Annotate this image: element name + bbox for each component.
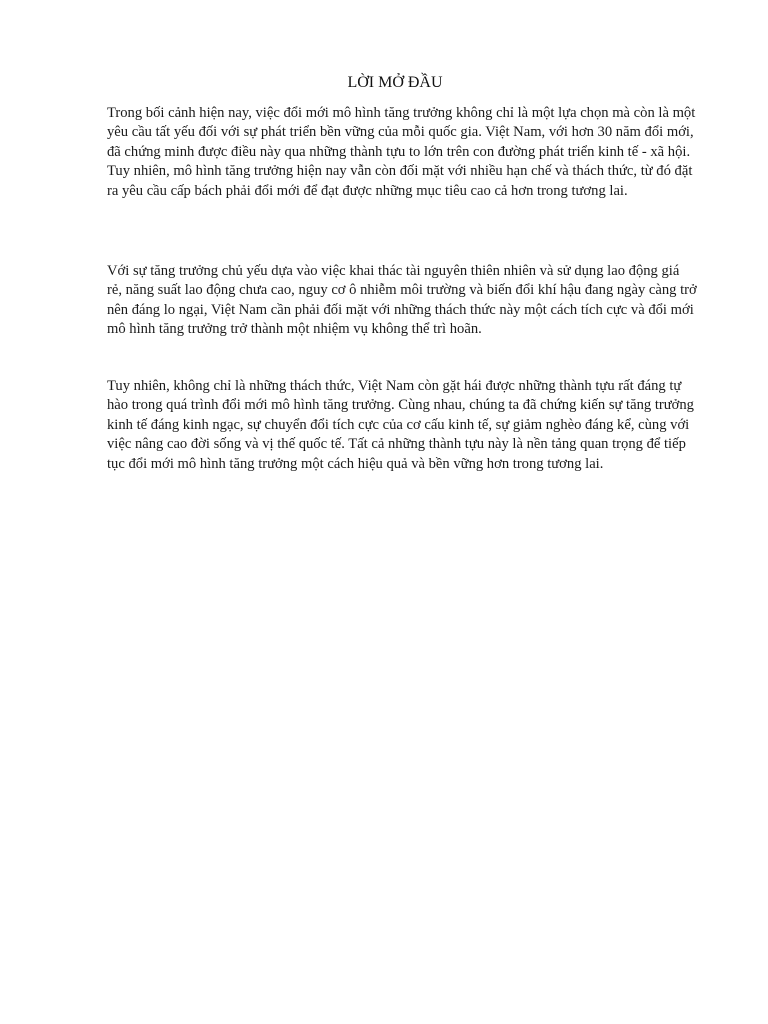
- document-title: LỜI MỞ ĐẦU: [347, 74, 443, 91]
- paragraph-2: Với sự tăng trưởng chủ yếu dựa vào việc khai thác tài nguyên thiên nhiên và sử dụng lao động giá rẻ, năng suất lao động chưa cao, nguy cơ ô nhiễm môi trường và biến đổi khí hậu đang ngày càng trở nên đáng lo ngại, Việt Nam cần phải đối mặt với những thách thức này một cách tích cực và đổi mới mô hình tăng trưởng trở thành một nhiệm vụ không thể trì hoãn.: [107, 263, 697, 338]
- paragraph-1: Trong bối cảnh hiện nay, việc đổi mới mô hình tăng trưởng không chỉ là một lựa chọn mà còn là một yêu cầu tất yếu đối với sự phát triển bền vững của mỗi quốc gia. Việt Nam, với hơn 30 năm đổi mới, đã chứng minh được điều này qua những thành tựu to lớn trên con đường phát triển kinh tế - xã hội. Tuy nhiên, mô hình tăng trưởng hiện nay vẫn còn đối mặt với nhiều hạn chế và thách thức, từ đó đặt ra yêu cầu cấp bách phải đổi mới để đạt được những mục tiêu cao cả hơn trong tương lai.: [107, 105, 696, 199]
- paragraph-3: Tuy nhiên, không chỉ là những thách thức, Việt Nam còn gặt hái được những thành tựu rất đáng tự hào trong quá trình đổi mới mô hình tăng trưởng. Cùng nhau, chúng ta đã chứng kiến sự tăng trưởng kinh tế đáng kinh ngạc, sự chuyển đổi tích cực của cơ cấu kinh tế, sự giảm nghèo đáng kể, cùng với việc nâng cao đời sống và vị thế quốc tế. Tất cả những thành tựu này là nền tảng quan trọng để tiếp tục đổi mới mô hình tăng trưởng một cách hiệu quả và bền vững hơn trong tương lai.: [107, 378, 694, 472]
